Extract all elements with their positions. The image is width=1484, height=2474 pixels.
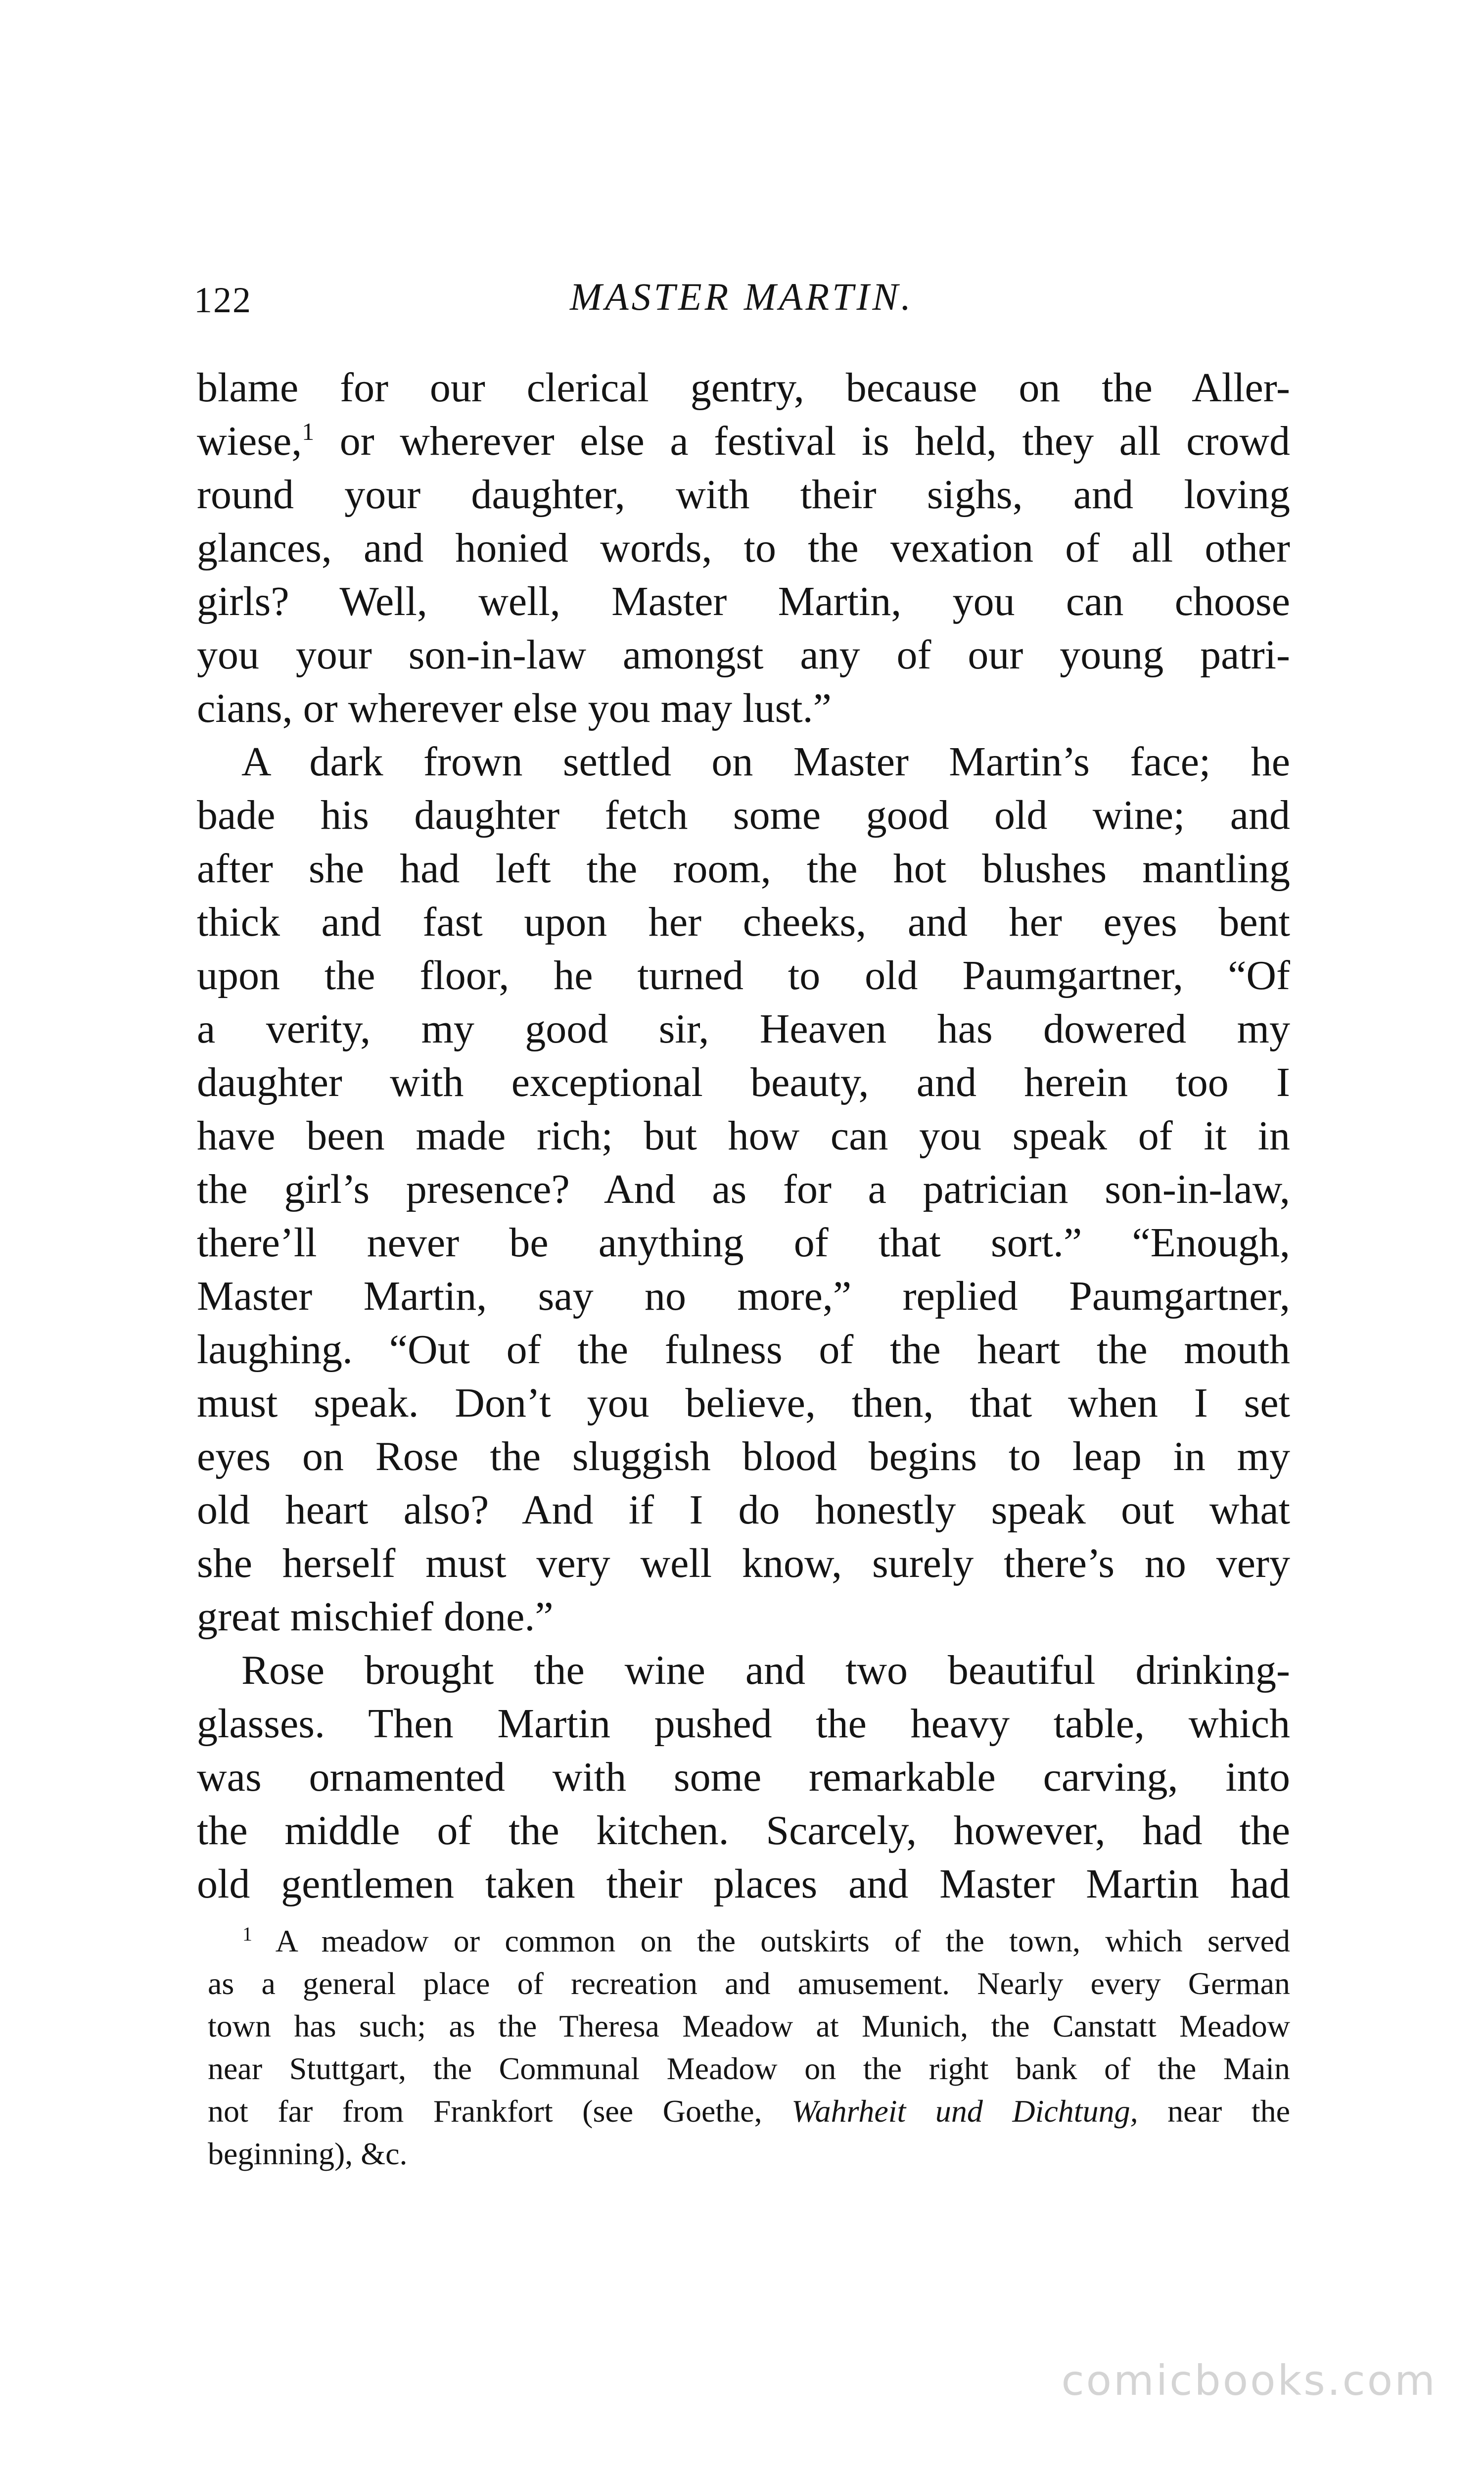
footnote-text: A meadow or common on the outskirts of the town, which served	[275, 1923, 1291, 1958]
footnote-line: town has such; as the Theresa Meadow at Munich, the Canstatt Meadow	[208, 2008, 1290, 2044]
text-fragment: or wherever else a festival is held, they all crowd	[339, 418, 1291, 464]
footnote-line: as a general place of recreation and amusement. Nearly every German	[208, 1966, 1290, 2001]
text-line: glasses. Then Martin pushed the heavy table, which	[197, 1701, 1290, 1747]
book-title-italic: Wahrheit und Dichtung,	[791, 2093, 1138, 2129]
text-line: she herself must very well know, surely there’s no very	[197, 1540, 1290, 1586]
text-line: glances, and honied words, to the vexation of all other	[197, 525, 1290, 571]
running-head	[194, 275, 1290, 329]
running-title: MASTER MARTIN.	[570, 275, 914, 318]
text-line: upon the floor, he turned to old Paumgartner, “Of	[197, 952, 1290, 999]
text-line: Master Martin, say no more,” replied Paumgartner,	[197, 1273, 1290, 1319]
text-line	[197, 415, 1290, 468]
text-line: eyes on Rose the sluggish blood begins to leap in my	[197, 1433, 1290, 1479]
text-line: there’ll never be anything of that sort.” “Enough,	[197, 1220, 1290, 1266]
text-line: laughing. “Out of the fulness of the heart the mouth	[197, 1327, 1290, 1373]
paragraph-start-line: A dark frown settled on Master Martin’s face; he	[241, 739, 1290, 785]
body-text	[197, 361, 1290, 1911]
footnote-reference: 1	[302, 418, 315, 445]
footnote-text: not far from Frankfort (see Goethe,	[208, 2093, 762, 2129]
watermark: comicbooks.com	[1061, 2356, 1437, 2405]
text-line: daughter with exceptional beauty, and herein too I	[197, 1059, 1290, 1105]
footnote-text: near the	[1167, 2093, 1291, 2129]
text-line: great mischief done.”	[197, 1594, 554, 1640]
text-line: must speak. Don’t you believe, then, that when I set	[197, 1380, 1290, 1426]
text-line: old gentlemen taken their places and Master Martin had	[197, 1861, 1290, 1907]
text-line: thick and fast upon her cheeks, and her eyes bent	[197, 899, 1290, 945]
text-line: a verity, my good sir, Heaven has dowered my	[197, 1006, 1290, 1052]
text-fragment: wiese,	[197, 418, 302, 464]
text-line: was ornamented with some remarkable carving, into	[197, 1754, 1290, 1800]
text-line: bade his daughter fetch some good old wine; and	[197, 792, 1290, 838]
text-line: after she had left the room, the hot blushes mantling	[197, 846, 1290, 892]
text-line: girls? Well, well, Master Martin, you can choose	[197, 578, 1290, 624]
text-line: the girl’s presence? And as for a patrician son-in-law,	[197, 1166, 1290, 1212]
text-line: round your daughter, with their sighs, and loving	[197, 472, 1290, 518]
footnote	[208, 1920, 1290, 2175]
text-line: you your son-in-law amongst any of our young patri-	[197, 632, 1290, 678]
text-line: have been made rich; but how can you speak of it in	[197, 1113, 1290, 1159]
page-number: 122	[194, 280, 252, 321]
footnote-line	[208, 2090, 1290, 2133]
paragraph-start-line: Rose brought the wine and two beautiful drinking-	[241, 1647, 1290, 1693]
footnote-line: beginning), &c.	[208, 2136, 408, 2171]
footnote-line	[208, 1920, 1290, 1962]
text-line: the middle of the kitchen. Scarcely, however, had the	[197, 1808, 1290, 1854]
text-line: blame for our clerical gentry, because on the Aller-	[197, 365, 1290, 411]
footnote-marker: 1	[242, 1923, 252, 1945]
text-line: old heart also? And if I do honestly speak out what	[197, 1487, 1290, 1533]
text-line: cians, or wherever else you may lust.”	[197, 685, 832, 731]
footnote-line: near Stuttgart, the Communal Meadow on the right bank of the Main	[208, 2051, 1290, 2086]
